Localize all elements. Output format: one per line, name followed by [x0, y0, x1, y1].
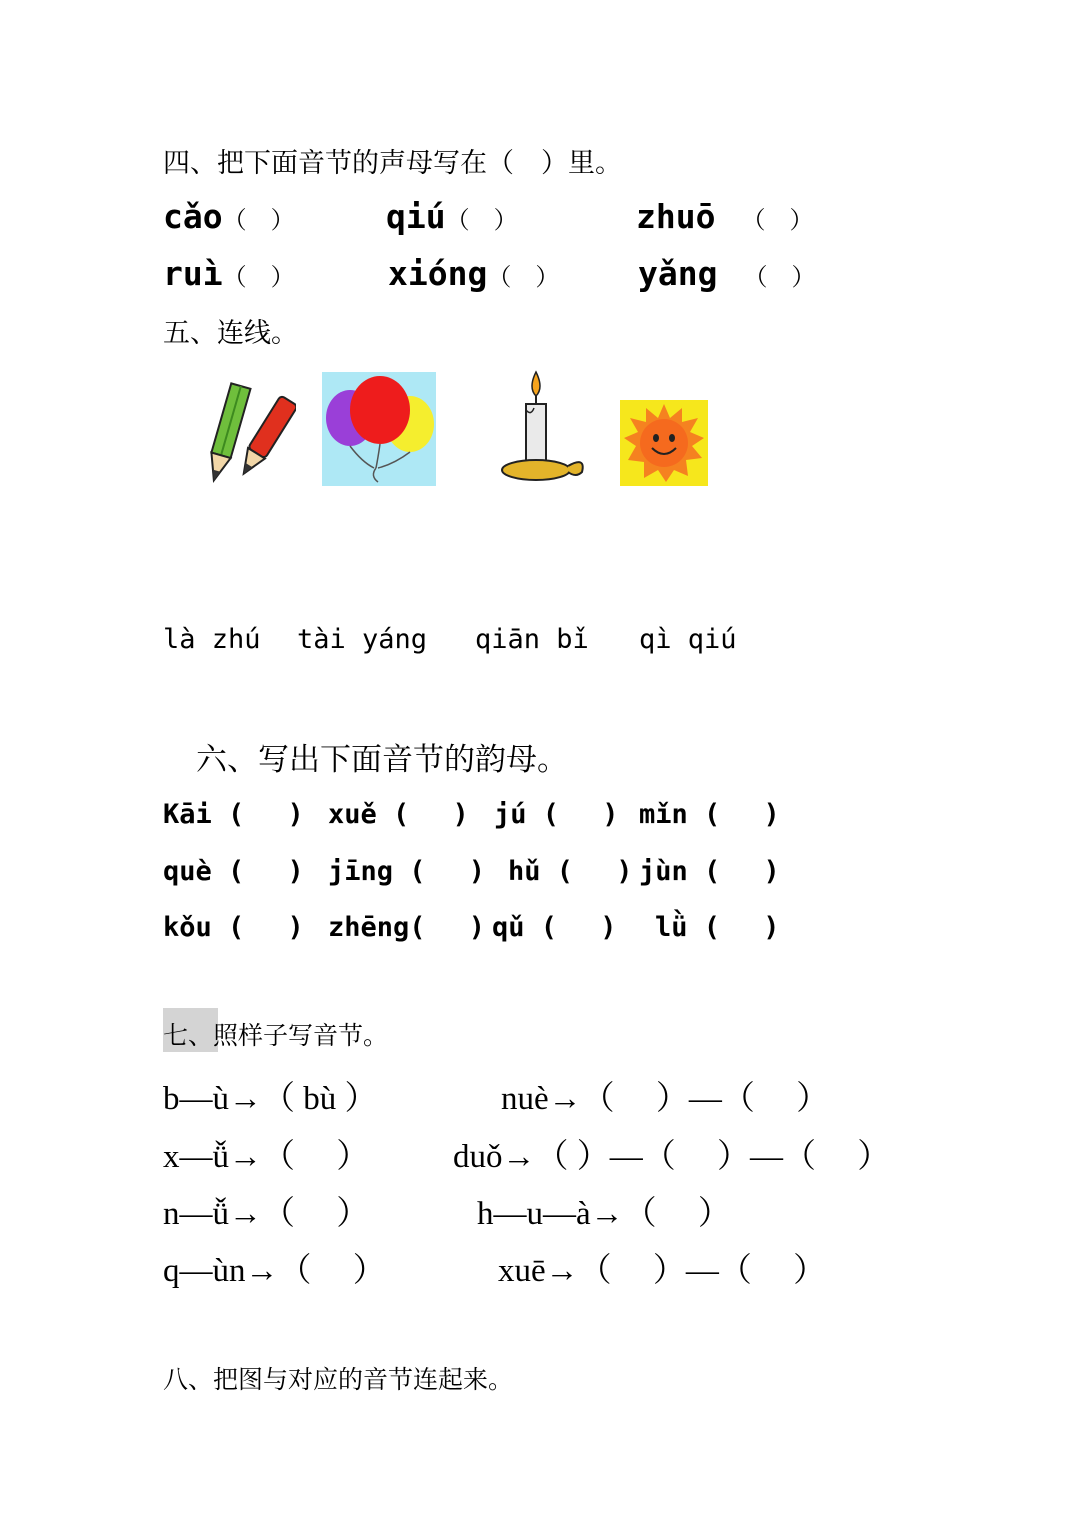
pinyin-word: là zhú	[163, 624, 261, 655]
finals-item: jú ( )	[494, 799, 619, 830]
pinyin-word: qì qiú	[639, 624, 737, 655]
spelling-item: b—ù→（ bù ）	[163, 1081, 378, 1117]
spelling-item: n—ǚ→（ ）	[163, 1196, 370, 1232]
syllable-item: yǎng （ ）	[638, 254, 816, 293]
section-7-text: 照样子写音节。	[213, 1021, 389, 1050]
syllable-item: qiú（ ）	[386, 197, 518, 236]
pencils-icon	[196, 378, 296, 490]
section-8-heading: 八、把图与对应的音节连起来。	[163, 1365, 514, 1394]
pinyin-word: tài yáng	[297, 624, 428, 655]
spelling-item: q—ùn→（ ）	[163, 1253, 386, 1289]
spelling-item: h—u—à→（ ）	[477, 1196, 731, 1232]
finals-item: lǜ ( )	[655, 912, 780, 943]
finals-item: hǔ ( )	[508, 856, 633, 887]
finals-item: què ( )	[163, 856, 304, 887]
finals-item: kǒu ( )	[163, 912, 304, 943]
section-7-heading	[163, 1016, 388, 1052]
finals-item: mǐn ( )	[639, 799, 780, 830]
pinyin-word: qiān bǐ	[475, 624, 589, 655]
syllable-item: zhuō （ ）	[636, 197, 814, 236]
syllable-item: ruì（ ）	[163, 254, 295, 293]
spelling-item: xuē→（ ）—（ ）	[498, 1253, 827, 1289]
candle-icon	[498, 366, 590, 488]
syllable-item: xióng（ ）	[388, 254, 560, 293]
finals-item: jùn ( )	[639, 856, 780, 887]
syllable-item: cǎo（ ）	[163, 197, 295, 236]
section-6-heading: 六、写出下面音节的韵母。	[196, 742, 568, 778]
section-5-heading: 五、连线。	[163, 318, 298, 349]
section-7-number: 七、	[163, 1021, 214, 1050]
finals-item: xuě ( )	[328, 799, 469, 830]
spelling-item: duǒ→（ ）—（ ）—（ ）	[453, 1139, 891, 1175]
spelling-item: x—ǚ→（ ）	[163, 1139, 370, 1175]
section-4-heading: 四、把下面音节的声母写在（ ）里。	[163, 148, 622, 179]
finals-item: qǔ ( )	[492, 912, 617, 943]
sun-icon	[620, 400, 708, 486]
finals-item: Kāi ( )	[163, 799, 304, 830]
finals-item: zhēng( )	[328, 912, 486, 943]
balloons-icon	[322, 372, 436, 486]
spelling-item: nuè→（ ）—（ ）	[501, 1081, 830, 1117]
finals-item: jīng ( )	[328, 856, 486, 887]
